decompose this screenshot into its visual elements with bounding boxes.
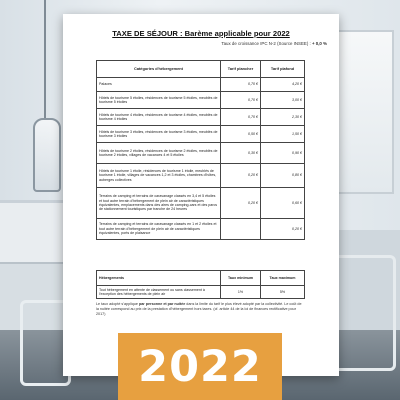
table-row [97,188,305,219]
header-category: Catégories d'hébergement [97,61,221,78]
footnote-part1: Le taux adopté s'applique [96,302,138,306]
header-accommodation: Hébergements [97,271,221,286]
row-floor: 0,70 € [221,109,261,126]
subtitle-suffix: (Source INSEE) : [277,41,311,46]
row-floor: 0,20 € [221,164,261,188]
header-ceiling: Tarif plafond [261,61,305,78]
table-row [97,126,305,143]
row-ceiling: 4,20 € [261,78,305,92]
row-floor: 0,30 € [221,143,261,164]
footnote-bold: par personne et par nuitée [138,302,186,306]
row-floor: 0,20 € [221,188,261,219]
header-min-rate: Taux minimum [221,271,261,286]
pendant-lamp-cord [44,0,46,120]
background-chair [330,255,396,371]
row-category: Hôtels de tourisme 2 étoiles, résidences de tourisme 2 étoiles, meublés de tourisme 2 étoiles, villages de vacances 4 et 5 étoiles [97,143,221,164]
row-category: Hôtels de tourisme 3 étoiles, résidences de tourisme 3 étoiles, meublés de tourisme 3 étoiles [97,126,221,143]
row-category: Hôtels de tourisme 5 étoiles, résidences de tourisme 5 étoiles, meublés de tourisme 5 étoiles [97,92,221,109]
row-label: Tout hébergement en attente de classement ou sans classement à l'exception des hébergements de plein air [97,286,221,299]
table-row [97,219,305,240]
table-row [97,143,305,164]
subtitle-value: + 0,0 % [311,41,327,46]
subtitle-mid: N-2 [268,41,276,46]
year-label: 2022 [138,341,262,392]
rates-table [96,60,305,240]
unclassified-table-header [97,271,305,286]
row-category: Palaces [97,78,221,92]
header-floor: Tarif plancher [221,61,261,78]
row-floor: 0,70 € [221,92,261,109]
row-floor [221,219,261,240]
row-max: 5% [261,286,305,299]
document-subtitle [221,41,327,46]
footnote [96,302,304,317]
row-category: Terrains de camping et terrains de caravanage classés en 1 et 2 étoiles et tout autre terrain d'hébergement de plein air de caractéristiques équivalentes, ports de plaisance [97,219,221,240]
table-row [97,164,305,188]
row-min: 1% [221,286,261,299]
row-category: Terrains de camping et terrains de caravanage classés en 3,4 et 5 étoiles et tout autre terrain d'hébergement de plein air de caractéristiques équivalentes, emplacements dans des aires de camping-cars et des parcs de stationnement touristiques par tranche de 24 heures [97,188,221,219]
row-ceiling: 0,20 € [261,219,305,240]
footnote-part2: dans la limite du tarif le plus élevé adopté par la collectivité. Le coût de la nuitée correspond au prix de la prestation d'hébergement hors taxes. (cf. article 44 de la loi de finances rectificative pour 2017) [96,302,302,316]
row-ceiling: 2,30 € [261,109,305,126]
row-floor: 0,70 € [221,78,261,92]
row-category: Hôtels de tourisme 1 étoile, résidences de tourisme 1 étoile, meublés de tourisme 1 étoile, villages de vacances 1,2 et 3 étoiles, chambres d'hôtes, auberges collectives [97,164,221,188]
header-max-rate: Taux maximum [261,271,305,286]
subtitle-prefix: Taux de croissance IPC [221,41,268,46]
table-row [97,109,305,126]
row-ceiling: 0,90 € [261,143,305,164]
row-ceiling: 1,50 € [261,126,305,143]
document-title: TAXE DE SÉJOUR : Barème applicable pour 2022 [112,29,290,38]
table-row [97,92,305,109]
document-page [63,14,339,376]
table-row [97,286,305,299]
pendant-lamp [33,118,61,192]
year-banner [118,333,282,400]
background-window [335,30,394,194]
row-ceiling: 0,60 € [261,188,305,219]
unclassified-rates-table [96,270,305,299]
rates-table-header [97,61,305,78]
row-category: Hôtels de tourisme 4 étoiles, résidences de tourisme 4 étoiles, meublés de tourisme 4 étoiles [97,109,221,126]
row-ceiling: 3,00 € [261,92,305,109]
table-row [97,78,305,92]
row-floor: 0,50 € [221,126,261,143]
row-ceiling: 0,80 € [261,164,305,188]
